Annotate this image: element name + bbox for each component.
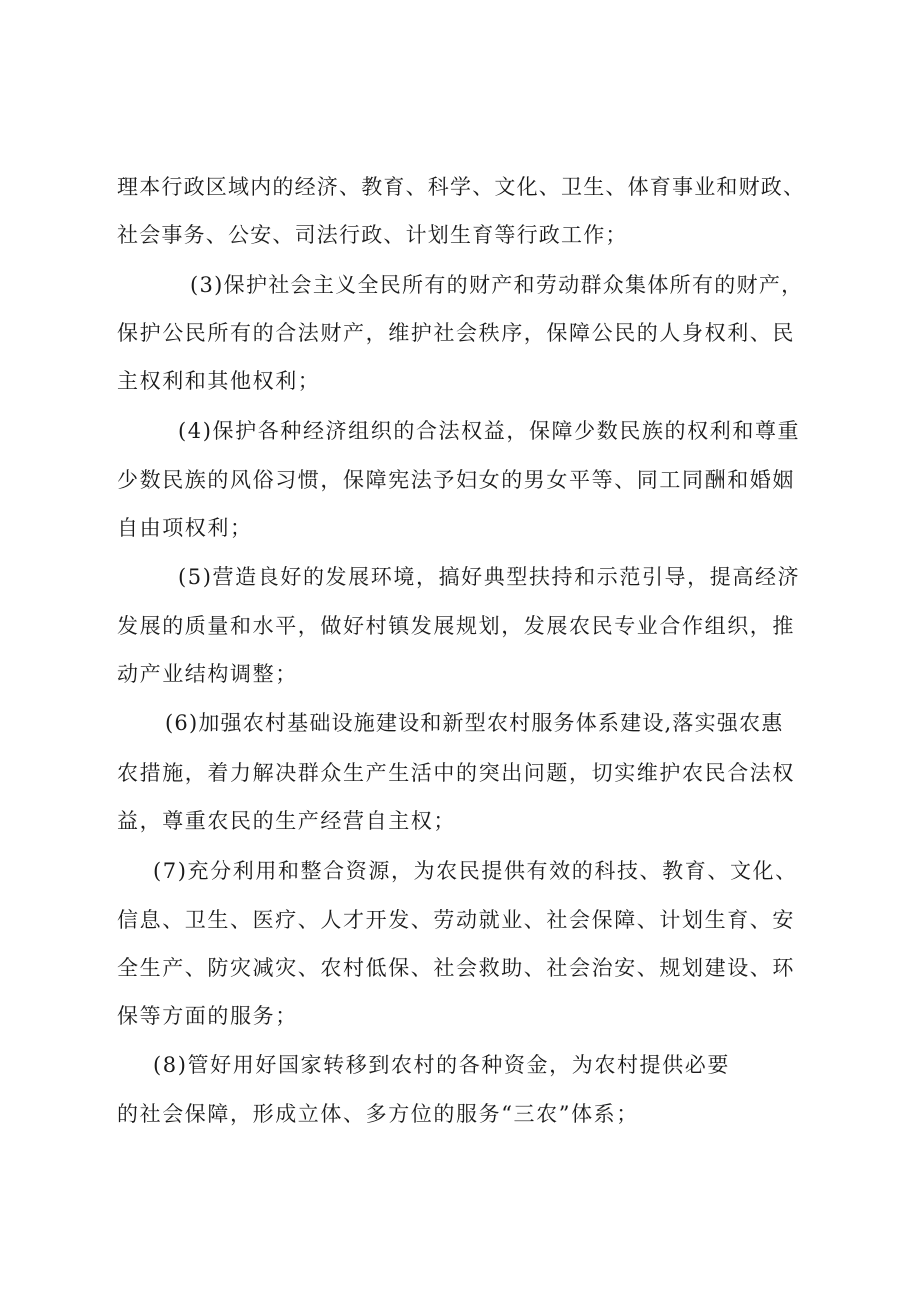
- text-line: (3)保护社会主义全民所有的财产和劳动群众集体所有的财产，: [190, 273, 804, 297]
- text-line: (6)加强农村基础设施建设和新型农村服务体系建设,落实强农惠: [165, 711, 784, 735]
- text-line: 益，尊重农民的生产经营自主权；: [117, 809, 456, 833]
- text-line: 保等方面的服务；: [117, 1004, 298, 1028]
- text-line: 全生产、防灾减灾、农村低保、社会救助、社会治安、规划建设、环: [117, 956, 795, 980]
- text-line: 少数民族的风俗习惯，保障宪法予妇女的男女平等、同工同酬和婚姻: [117, 468, 795, 492]
- text-line: 主权利和其他权利；: [117, 369, 321, 393]
- text-line: (4)保护各种经济组织的合法权益，保障少数民族的权利和尊重: [178, 419, 801, 443]
- text-line: (5)营造良好的发展环境，搞好典型扶持和示范引导，提高经济: [178, 565, 801, 589]
- text-line: 发展的质量和水平，做好村镇发展规划，发展农民专业合作组织，推: [117, 614, 795, 638]
- text-line: 的社会保障，形成立体、多方位的服务“三农”体系；: [117, 1102, 639, 1126]
- text-line: (8)管好用好国家转移到农村的各种资金，为农村提供必要: [153, 1053, 730, 1077]
- text-line: 保护公民所有的合法财产，维护社会秩序，保障公民的人身权利、民: [117, 321, 795, 345]
- text-line: (7)充分利用和整合资源，为农民提供有效的科技、教育、文化、: [153, 859, 798, 883]
- text-line: 信息、卫生、医疗、人才开发、劳动就业、社会保障、计划生育、安: [117, 908, 795, 932]
- text-line: 动产业结构调整；: [117, 662, 298, 686]
- text-line: 农措施，着力解决群众生产生活中的突出问题，切实维护农民合法权: [117, 761, 795, 785]
- text-line: 自由项权利；: [117, 516, 253, 540]
- text-line: 理本行政区域内的经济、教育、科学、文化、卫生、体育事业和财政、: [117, 175, 806, 199]
- text-line: 社会事务、公安、司法行政、计划生育等行政工作；: [117, 223, 628, 247]
